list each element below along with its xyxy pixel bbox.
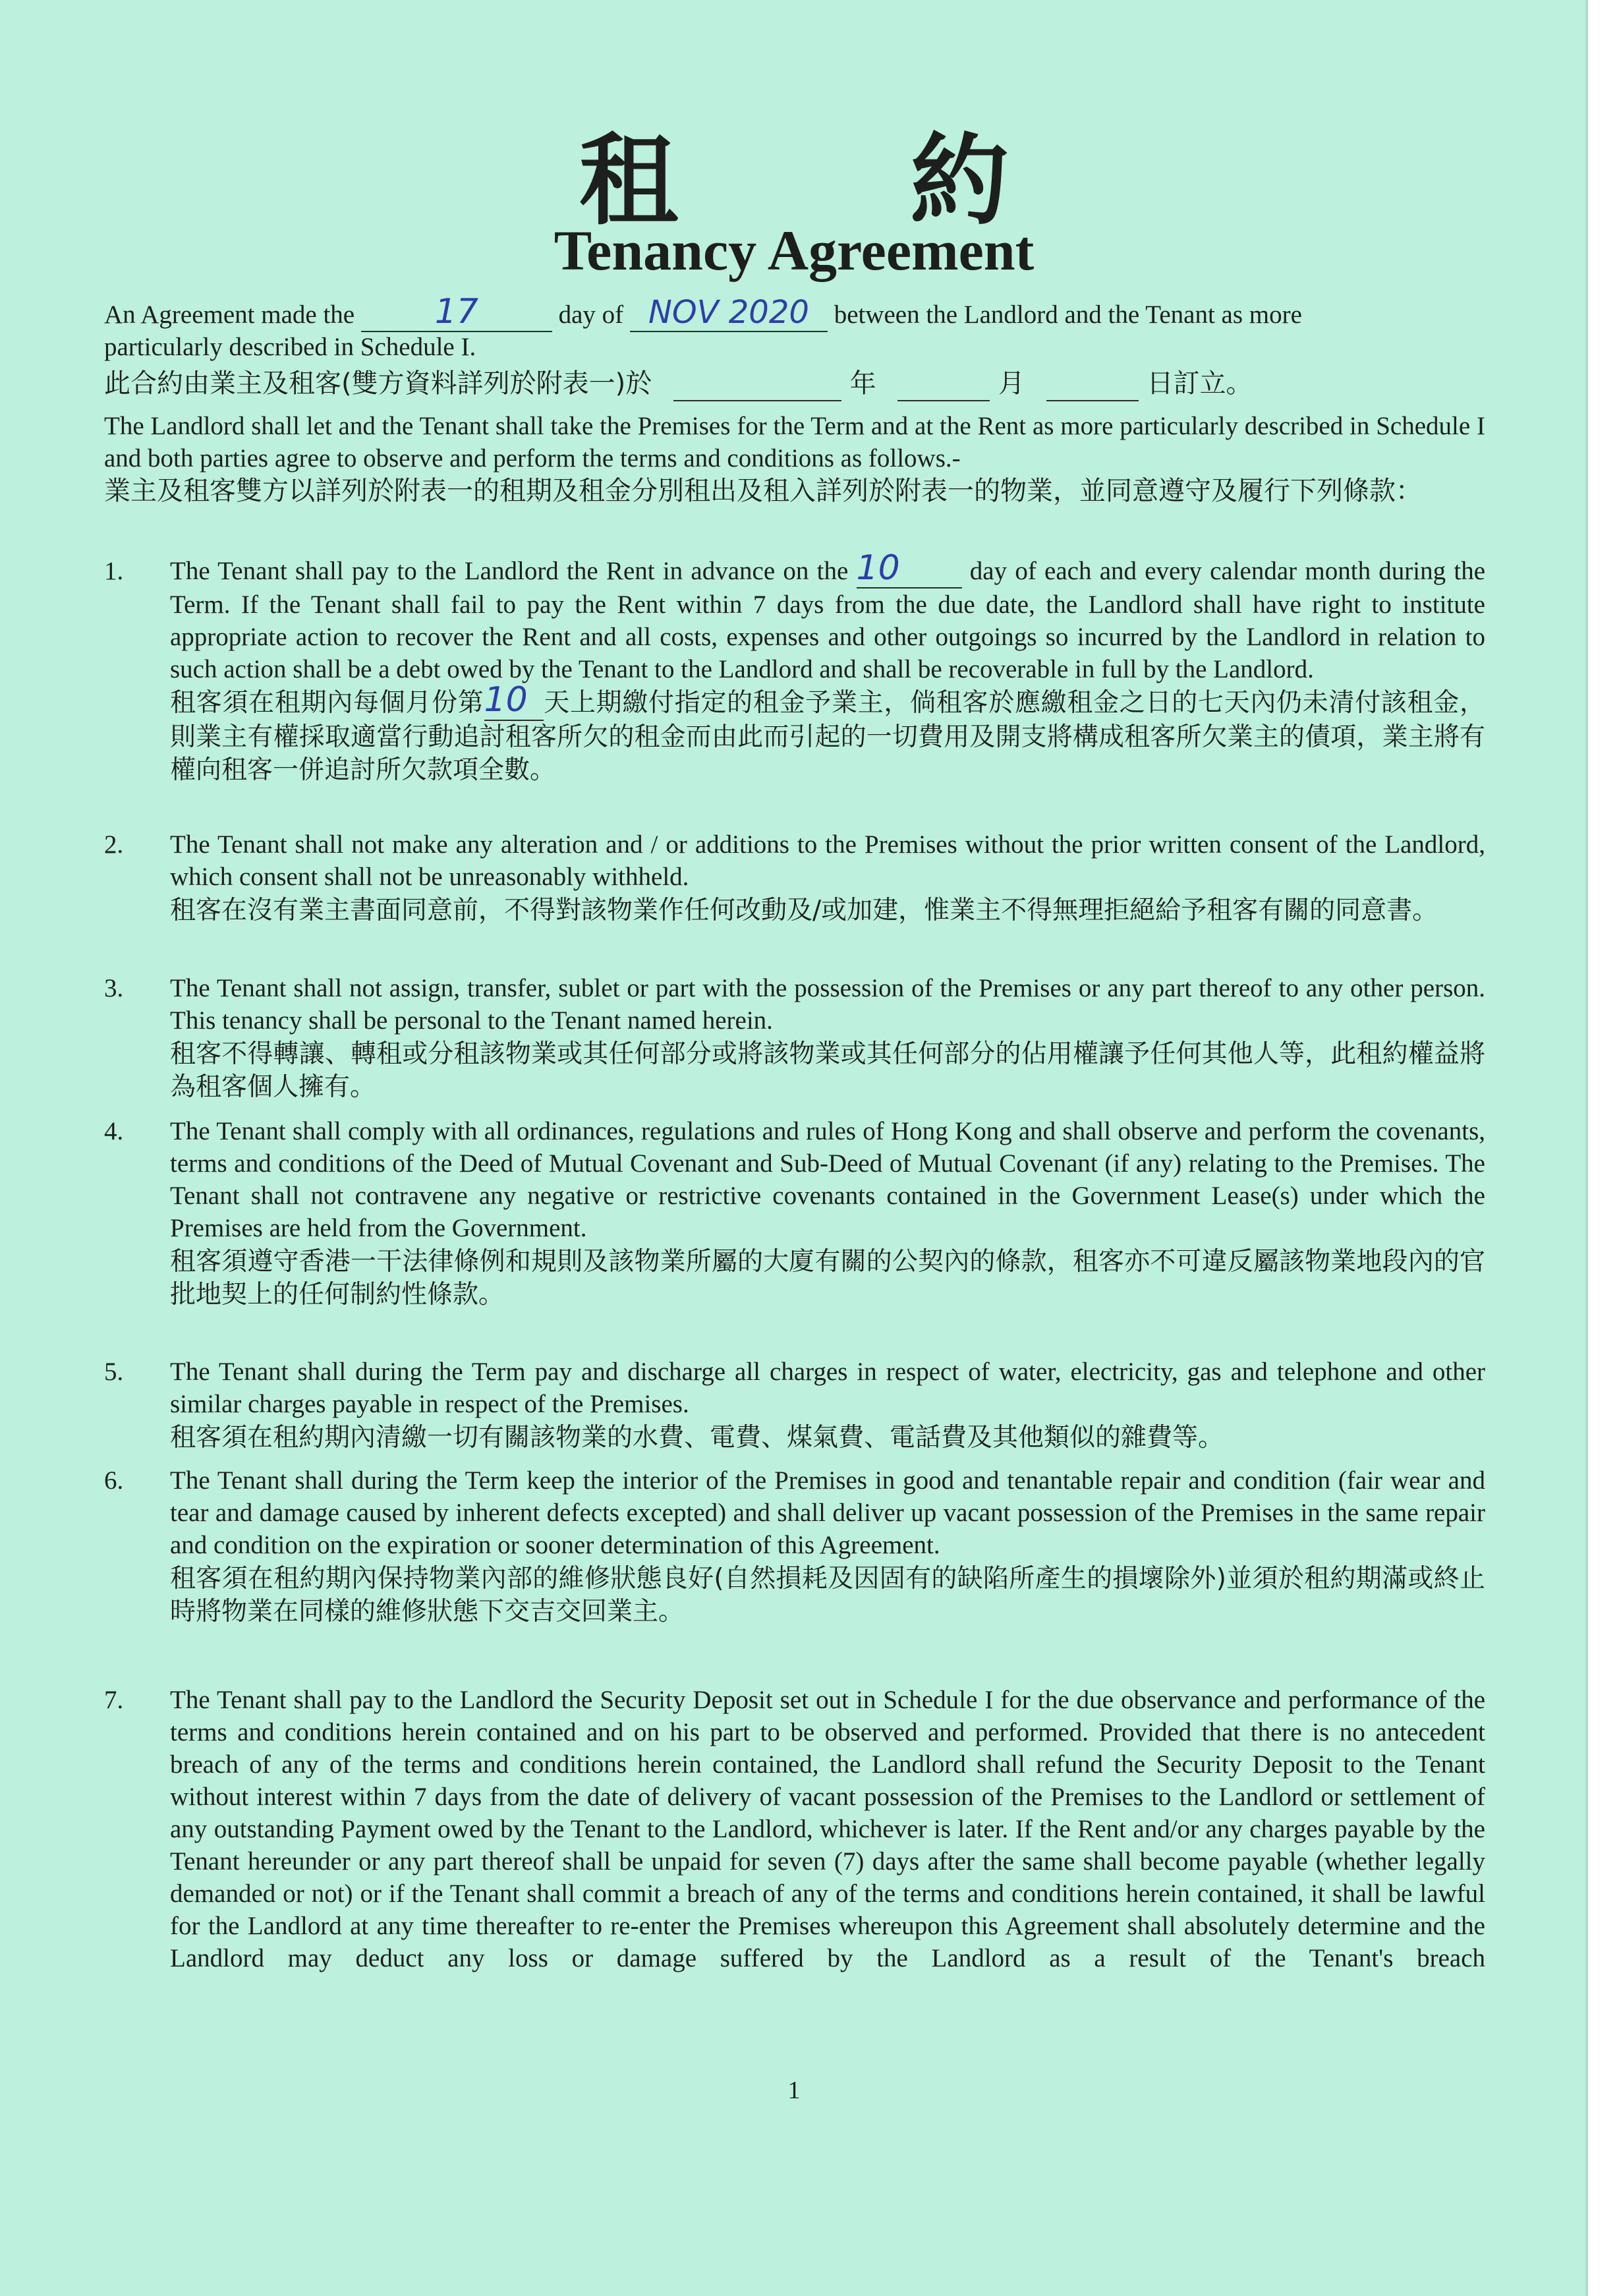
clause-3-chinese: 租客不得轉讓、轉租或分租該物業或其任何部分或將該物業或其任何部分的佔用權讓予任何其他人等，此租約權益將為租客個人擁有。 xyxy=(170,1039,1485,1102)
handwritten-month-year: NOV 2020 xyxy=(648,294,809,331)
clause-number: 5. xyxy=(104,1358,124,1386)
clause-number: 4. xyxy=(104,1117,124,1145)
clause-number: 3. xyxy=(104,974,124,1002)
preamble-chinese: 業主及租客雙方以詳列於附表一的租期及租金分別租出及租入詳列於附表一的物業，並同意遵守及履行下列條款： xyxy=(104,476,1422,506)
month-year-blank xyxy=(630,294,828,332)
clause-5-chinese: 租客須在租約期內清繳一切有關該物業的水費、電費、煤氣費、電話費及其他類似的雜費等。 xyxy=(170,1423,1224,1452)
handwritten-rent-day-zh: 10 xyxy=(484,680,528,720)
clause-2-english: The Tenant shall not make any alteration and / or additions to the Premises without the prior written consent of the Landlord, which consent shall not be unreasonably withheld. xyxy=(170,830,1485,891)
clause-1-zh-b: 天上期繳付指定的租金予業主，倘租客於應繳租金之日的七天內仍未清付該租金，則業主有權採取適當行動追討租客所欠的租金而由此而引起的一切費用及開支將構成租客所欠業主的債項，業主將有權向租客一併追討所欠款項全數。 xyxy=(170,688,1485,785)
intro-zh-day: 日訂立。 xyxy=(1147,368,1253,399)
intro-chinese-line xyxy=(104,367,1485,401)
clause-number: 6. xyxy=(104,1466,124,1495)
intro-line-1 xyxy=(104,292,1485,332)
clause-number: 7. xyxy=(104,1686,124,1714)
clause-number: 2. xyxy=(104,830,124,859)
clause-number: 1. xyxy=(104,557,124,585)
clause-6-english: The Tenant shall during the Term keep the interior of the Premises in good and tenantable repair and condition (fair wear and tear and damage caused by inherent defects excepted) and shall deliver up vacant possession of the Premises in the same repair and condition on the expiration or sooner determination of this Agreement. xyxy=(170,1466,1485,1559)
title-english: Tenancy Agreement xyxy=(554,219,1035,282)
rent-day-blank-zh xyxy=(484,680,544,721)
intro-zh-year: 年 xyxy=(849,368,876,399)
year-blank xyxy=(673,367,841,401)
day-blank xyxy=(361,292,552,332)
clause-5-english: The Tenant shall during the Term pay and discharge all charges in respect of water, electricity, gas and telephone and other similar charges payable in respect of the Premises. xyxy=(170,1358,1485,1418)
clause-4-chinese: 租客須遵守香港一干法律條例和規則及該物業所屬的大廈有關的公契內的條款，租客亦不可違反屬該物業地段內的官批地契上的任何制約性條款。 xyxy=(170,1247,1485,1309)
intro-text-1: An Agreement made the xyxy=(104,301,355,329)
handwritten-day: 17 xyxy=(434,292,478,331)
date-blank xyxy=(1046,367,1139,401)
clause-1-text-a: The Tenant shall pay to the Landlord the Rent in advance on the xyxy=(170,557,849,585)
intro-text-2: day of xyxy=(558,301,624,329)
intro-zh-text: 此合約由業主及租客(雙方資料詳列於附表一)於 xyxy=(104,368,652,399)
intro-text-3: between the Landlord and the Tenant as more xyxy=(834,301,1302,329)
clause-1-text-b: day of each and every calendar month during the Term. If the Tenant shall fail to pay the Rent within 7 days from the due date, the Landlord shall have right to institute appropriate action to recover the Rent and all costs, expenses and other outgoings so incurred by the Landlord in relation to such action shall be a debt owed by the Tenant to the Landlord and shall be recoverable in full by the Landlord. xyxy=(170,557,1486,683)
title-chinese: 租 約 xyxy=(579,124,1108,239)
page-number: 1 xyxy=(787,2077,801,2104)
month-blank xyxy=(897,367,990,401)
clause-1-english xyxy=(170,548,1486,685)
clause-6-chinese: 租客須在租約期內保持物業內部的維修狀態良好(自然損耗及因固有的缺陷所產生的損壞除外)並須於租約期滿或終止時將物業在同樣的維修狀態下交吉交回業主。 xyxy=(170,1564,1485,1626)
intro-zh-month: 月 xyxy=(998,368,1025,399)
clause-2-chinese: 租客在沒有業主書面同意前，不得對該物業作任何改動及/或加建，惟業主不得無理拒絕給予租客有關的同意書。 xyxy=(170,896,1438,925)
clause-1-zh-a: 租客須在租期內每個月份第 xyxy=(170,688,484,718)
clause-1-chinese xyxy=(170,680,1485,787)
preamble-english: The Landlord shall let and the Tenant shall take the Premises for the Term and at the Rent as more particularly described in Schedule I and both parties agree to observe and perform the terms and conditions as follows.- xyxy=(104,412,1485,473)
handwritten-rent-day: 10 xyxy=(856,548,900,588)
clause-7-english: The Tenant shall pay to the Landlord the Security Deposit set out in Schedule I for the due observance and performance of the terms and conditions herein contained and on his part to be observed and performed. Provided that there is no antecedent breach of any of the terms and conditions herein contained, the Landlord shall refund the Security Deposit to the Tenant without interest within 7 days from the date of delivery of vacant possession of the Premises to the Landlord or settlement of any outstanding Payment owed by the Tenant to the Landlord, whichever is later. If the Rent and/or any charges payable by the Tenant hereunder or any part thereof shall be unpaid for seven (7) days after the same shall become payable (whether legally demanded or not) or if the Tenant shall commit a breach of any of the terms and conditions herein contained, it shall be lawful for the Landlord at any time thereafter to re-enter the Premises whereupon this Agreement shall absolutely determine and the Landlord may deduct any loss or damage suffered by the Landlord as a result of the Tenant's breach xyxy=(170,1686,1485,1972)
intro-line-2: particularly described in Schedule I. xyxy=(104,333,476,361)
clause-3-english: The Tenant shall not assign, transfer, sublet or part with the possession of the Premises or any part thereof to any other person. This tenancy shall be personal to the Tenant named herein. xyxy=(170,974,1485,1035)
rent-day-blank xyxy=(856,548,962,588)
clause-4-english: The Tenant shall comply with all ordinances, regulations and rules of Hong Kong and shall observe and perform the covenants, terms and conditions of the Deed of Mutual Covenant and Sub-Deed of Mutual Covenant (if any) relating to the Premises. The Tenant shall not contravene any negative or restrictive covenants contained in the Government Lease(s) under which the Premises are held from the Government. xyxy=(170,1117,1485,1242)
